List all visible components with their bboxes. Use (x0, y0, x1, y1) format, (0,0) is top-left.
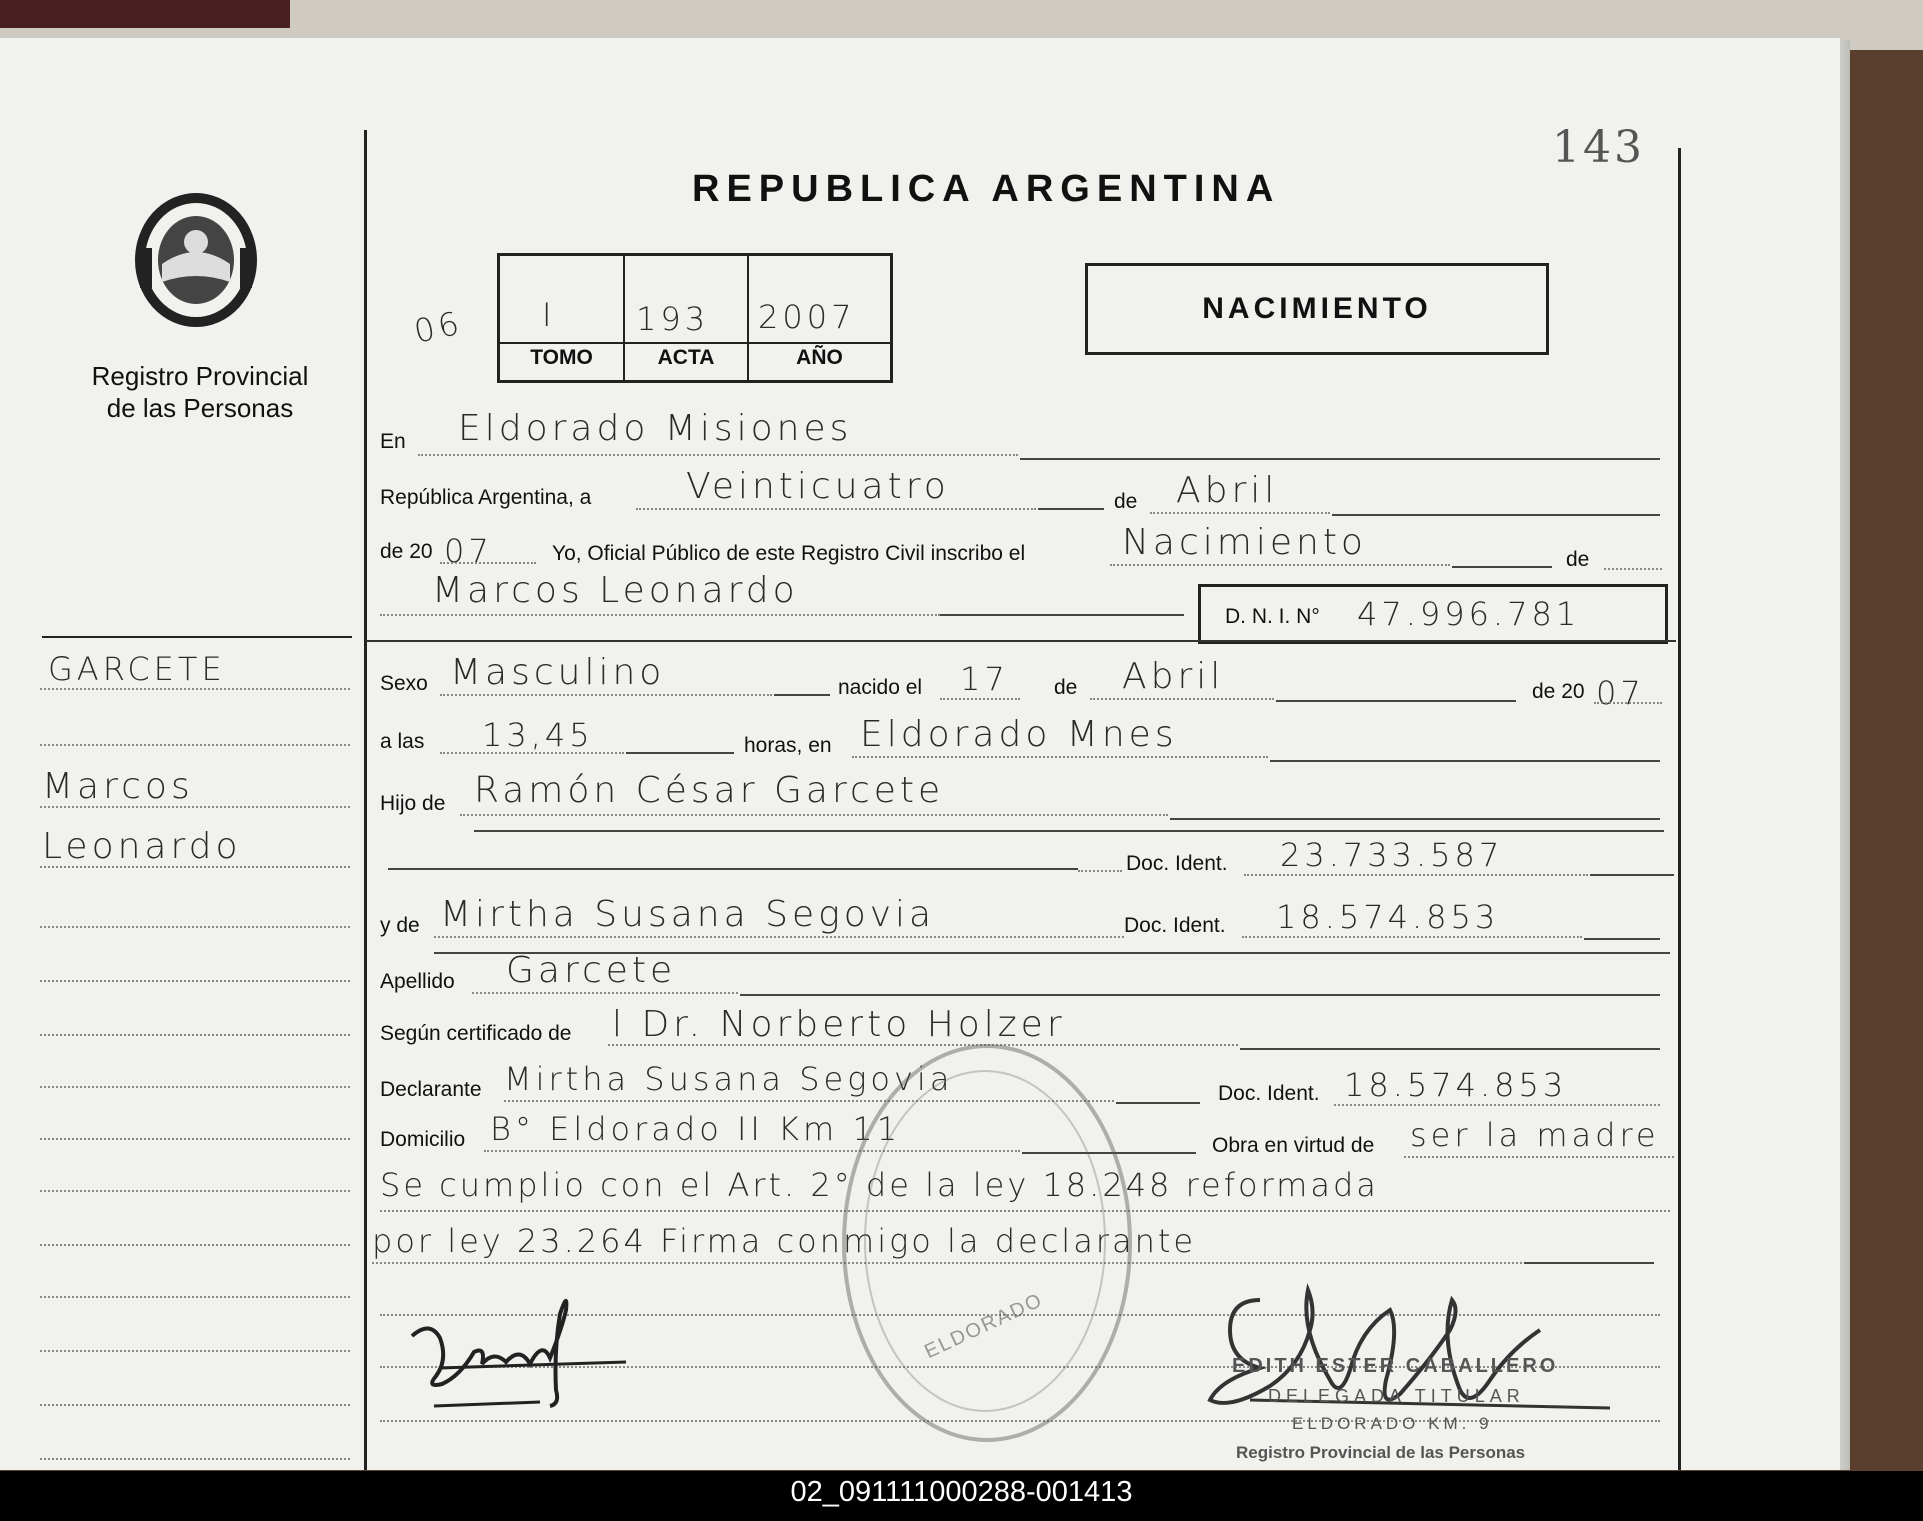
obra-label: Obra en virtud de (1212, 1134, 1375, 1157)
fill-line (1334, 1104, 1660, 1106)
anio-label: AÑO (796, 346, 843, 369)
registry-name-line2: de las Personas (106, 393, 294, 423)
acta-label: ACTA (657, 346, 715, 369)
margin-line (40, 1190, 350, 1192)
margin-line (40, 1296, 350, 1298)
horas-label: horas, en (744, 734, 832, 757)
margin-line (40, 744, 350, 746)
domicilio-value: B° Eldorado II Km 11 (490, 1110, 902, 1148)
dni-box (1198, 584, 1668, 644)
fill-line (852, 756, 1268, 758)
left-column-rule (364, 130, 367, 1470)
tomo-label: TOMO (530, 346, 593, 369)
en-label: En (380, 430, 406, 453)
fill-line (636, 508, 1036, 510)
margin-top-rule (42, 636, 352, 638)
margin-line (40, 1458, 350, 1460)
birth-year-suffix: 07 (1596, 674, 1645, 712)
de-label2: de (1566, 548, 1590, 571)
page-number: 143 (1552, 122, 1645, 173)
fill-line (388, 868, 1078, 870)
fill-line (1524, 1262, 1654, 1264)
register-label-divider (500, 342, 890, 344)
fill-line (1170, 818, 1660, 820)
doc-ident-label3: Doc. Ident. (1218, 1082, 1320, 1105)
mother-doc: 18.574.853 (1276, 898, 1500, 936)
fill-line (1404, 1156, 1674, 1158)
stamp-text: ELDORADO (921, 1288, 1047, 1364)
day-value: Veinticuatro (686, 466, 950, 507)
margin-line (40, 1034, 350, 1036)
official-office: ELDORADO KM. 9 (1292, 1414, 1493, 1433)
fill-line (1242, 936, 1582, 938)
yde-label: y de (380, 914, 420, 937)
fill-line (460, 814, 1168, 816)
fill-line (1078, 870, 1122, 872)
birth-time: 13,45 (482, 716, 594, 754)
fill-line (472, 992, 738, 994)
right-border-rule (1678, 148, 1681, 1470)
fill-line (440, 562, 536, 564)
year-suffix: 07 (444, 532, 493, 570)
dni-value: 47.996.781 (1357, 595, 1581, 633)
dni-label: D. N. I. N° (1225, 605, 1320, 628)
section-rule (366, 640, 1676, 642)
margin-line (40, 1350, 350, 1352)
fill-line (1270, 760, 1660, 762)
official-stamp (842, 1044, 1132, 1442)
registry-name-line1: Registro Provincial (91, 361, 309, 391)
fill-line (1332, 514, 1660, 516)
doc-ident-label: Doc. Ident. (1126, 852, 1228, 875)
nacido-label: nacido el (838, 676, 923, 699)
country-title: REPUBLICA ARGENTINA (692, 168, 1281, 210)
fill-line (1584, 938, 1660, 940)
apellido-label: Apellido (380, 970, 455, 993)
certificado-value: l Dr. Norberto Holzer (612, 1004, 1066, 1045)
republica-label: República Argentina, a (380, 486, 592, 509)
fill-line (474, 830, 1664, 832)
book-cover-edge (0, 0, 290, 28)
fill-line (418, 454, 1018, 456)
fill-line (626, 752, 734, 754)
fill-line (434, 936, 1124, 938)
month-value: Abril (1176, 470, 1279, 511)
declarante-value: Mirtha Susana Segovia (504, 1060, 954, 1098)
oficial-label: Yo, Oficial Público de este Registro Civil inscribo el (552, 542, 1026, 565)
fill-line (1090, 698, 1274, 700)
margin-second-name: Leonardo (42, 826, 242, 867)
margin-line (40, 926, 350, 928)
official-registry: Registro Provincial de las Personas (1236, 1443, 1526, 1462)
misiones-emblem-icon (132, 190, 260, 330)
note-line1: Se cumplio con el Art. 2° de la ley 18.248 reformada (380, 1166, 1379, 1204)
fill-line (1604, 568, 1662, 570)
acta-value: 193 (636, 300, 710, 338)
place-value: Eldorado Misiones (458, 408, 853, 449)
child-name: Marcos Leonardo (432, 570, 799, 611)
handwritten-prefix: 06 (410, 303, 467, 351)
apellido-value: Garcete (506, 950, 677, 991)
father-doc: 23.733.587 (1280, 836, 1504, 874)
birth-place: Eldorado Mnes (860, 714, 1178, 755)
fill-line (1038, 508, 1104, 510)
margin-line (40, 1086, 350, 1088)
declarante-label: Declarante (380, 1078, 482, 1101)
doc-ident-label2: Doc. Ident. (1124, 914, 1226, 937)
document-code: 02_091111000288-001413 (790, 1476, 1133, 1508)
sexo-value: Masculino (450, 652, 666, 693)
margin-line (40, 980, 350, 982)
fill-line (1452, 566, 1552, 568)
obra-value: ser la madre (1410, 1116, 1660, 1154)
birth-year-prefix: de 20 (1532, 680, 1585, 703)
birth-month: Abril (1122, 656, 1225, 697)
anio-value: 2007 (758, 298, 856, 336)
birth-day: 17 (960, 660, 1009, 698)
alas-label: a las (380, 730, 425, 753)
segun-label: Según certificado de (380, 1022, 572, 1045)
stamp-inner-ring (864, 1070, 1106, 1412)
fill-line (1276, 700, 1516, 702)
fill-line (1110, 564, 1450, 566)
domicilio-label: Domicilio (380, 1128, 466, 1151)
sexo-label: Sexo (380, 672, 428, 695)
year-prefix: de 20 (380, 540, 433, 563)
margin-first-name: Marcos (42, 766, 194, 807)
de-label: de (1114, 490, 1138, 513)
fill-line (774, 694, 830, 696)
fill-line (380, 614, 940, 616)
fill-line (740, 994, 1660, 996)
de-label3: de (1054, 676, 1078, 699)
official-title: DELEGADA TITULAR (1268, 1386, 1525, 1406)
margin-line (40, 688, 350, 690)
declarant-signature (390, 1280, 630, 1410)
fill-line (1244, 874, 1588, 876)
margin-line (40, 1404, 350, 1406)
hijo-label: Hijo de (380, 792, 446, 815)
margin-surname: GARCETE (48, 650, 226, 688)
margin-line (40, 1138, 350, 1140)
fill-line (1240, 1048, 1660, 1050)
fill-line (1594, 702, 1662, 704)
declarante-doc: 18.574.853 (1344, 1066, 1568, 1104)
mother-name: Mirtha Susana Segovia (440, 894, 936, 935)
record-type-box: NACIMIENTO (1085, 263, 1549, 355)
official-name: EDITH ESTER CABALLERO (1232, 1355, 1559, 1377)
fill-line (1020, 458, 1660, 460)
fill-line (940, 698, 1020, 700)
fill-line (440, 694, 772, 696)
margin-line (40, 1244, 350, 1246)
fill-line (1590, 874, 1674, 876)
register-box (497, 253, 893, 383)
note-line2: por ley 23.264 Firma conmigo la declarante (372, 1222, 1197, 1260)
fill-line (940, 614, 1184, 616)
registry-name (60, 360, 340, 424)
tomo-value: I (542, 296, 556, 334)
event-value: Nacimiento (1122, 522, 1367, 563)
father-name: Ramón César Garcete (474, 770, 945, 811)
fill-line (1116, 1102, 1200, 1104)
fill-line (1150, 512, 1330, 514)
